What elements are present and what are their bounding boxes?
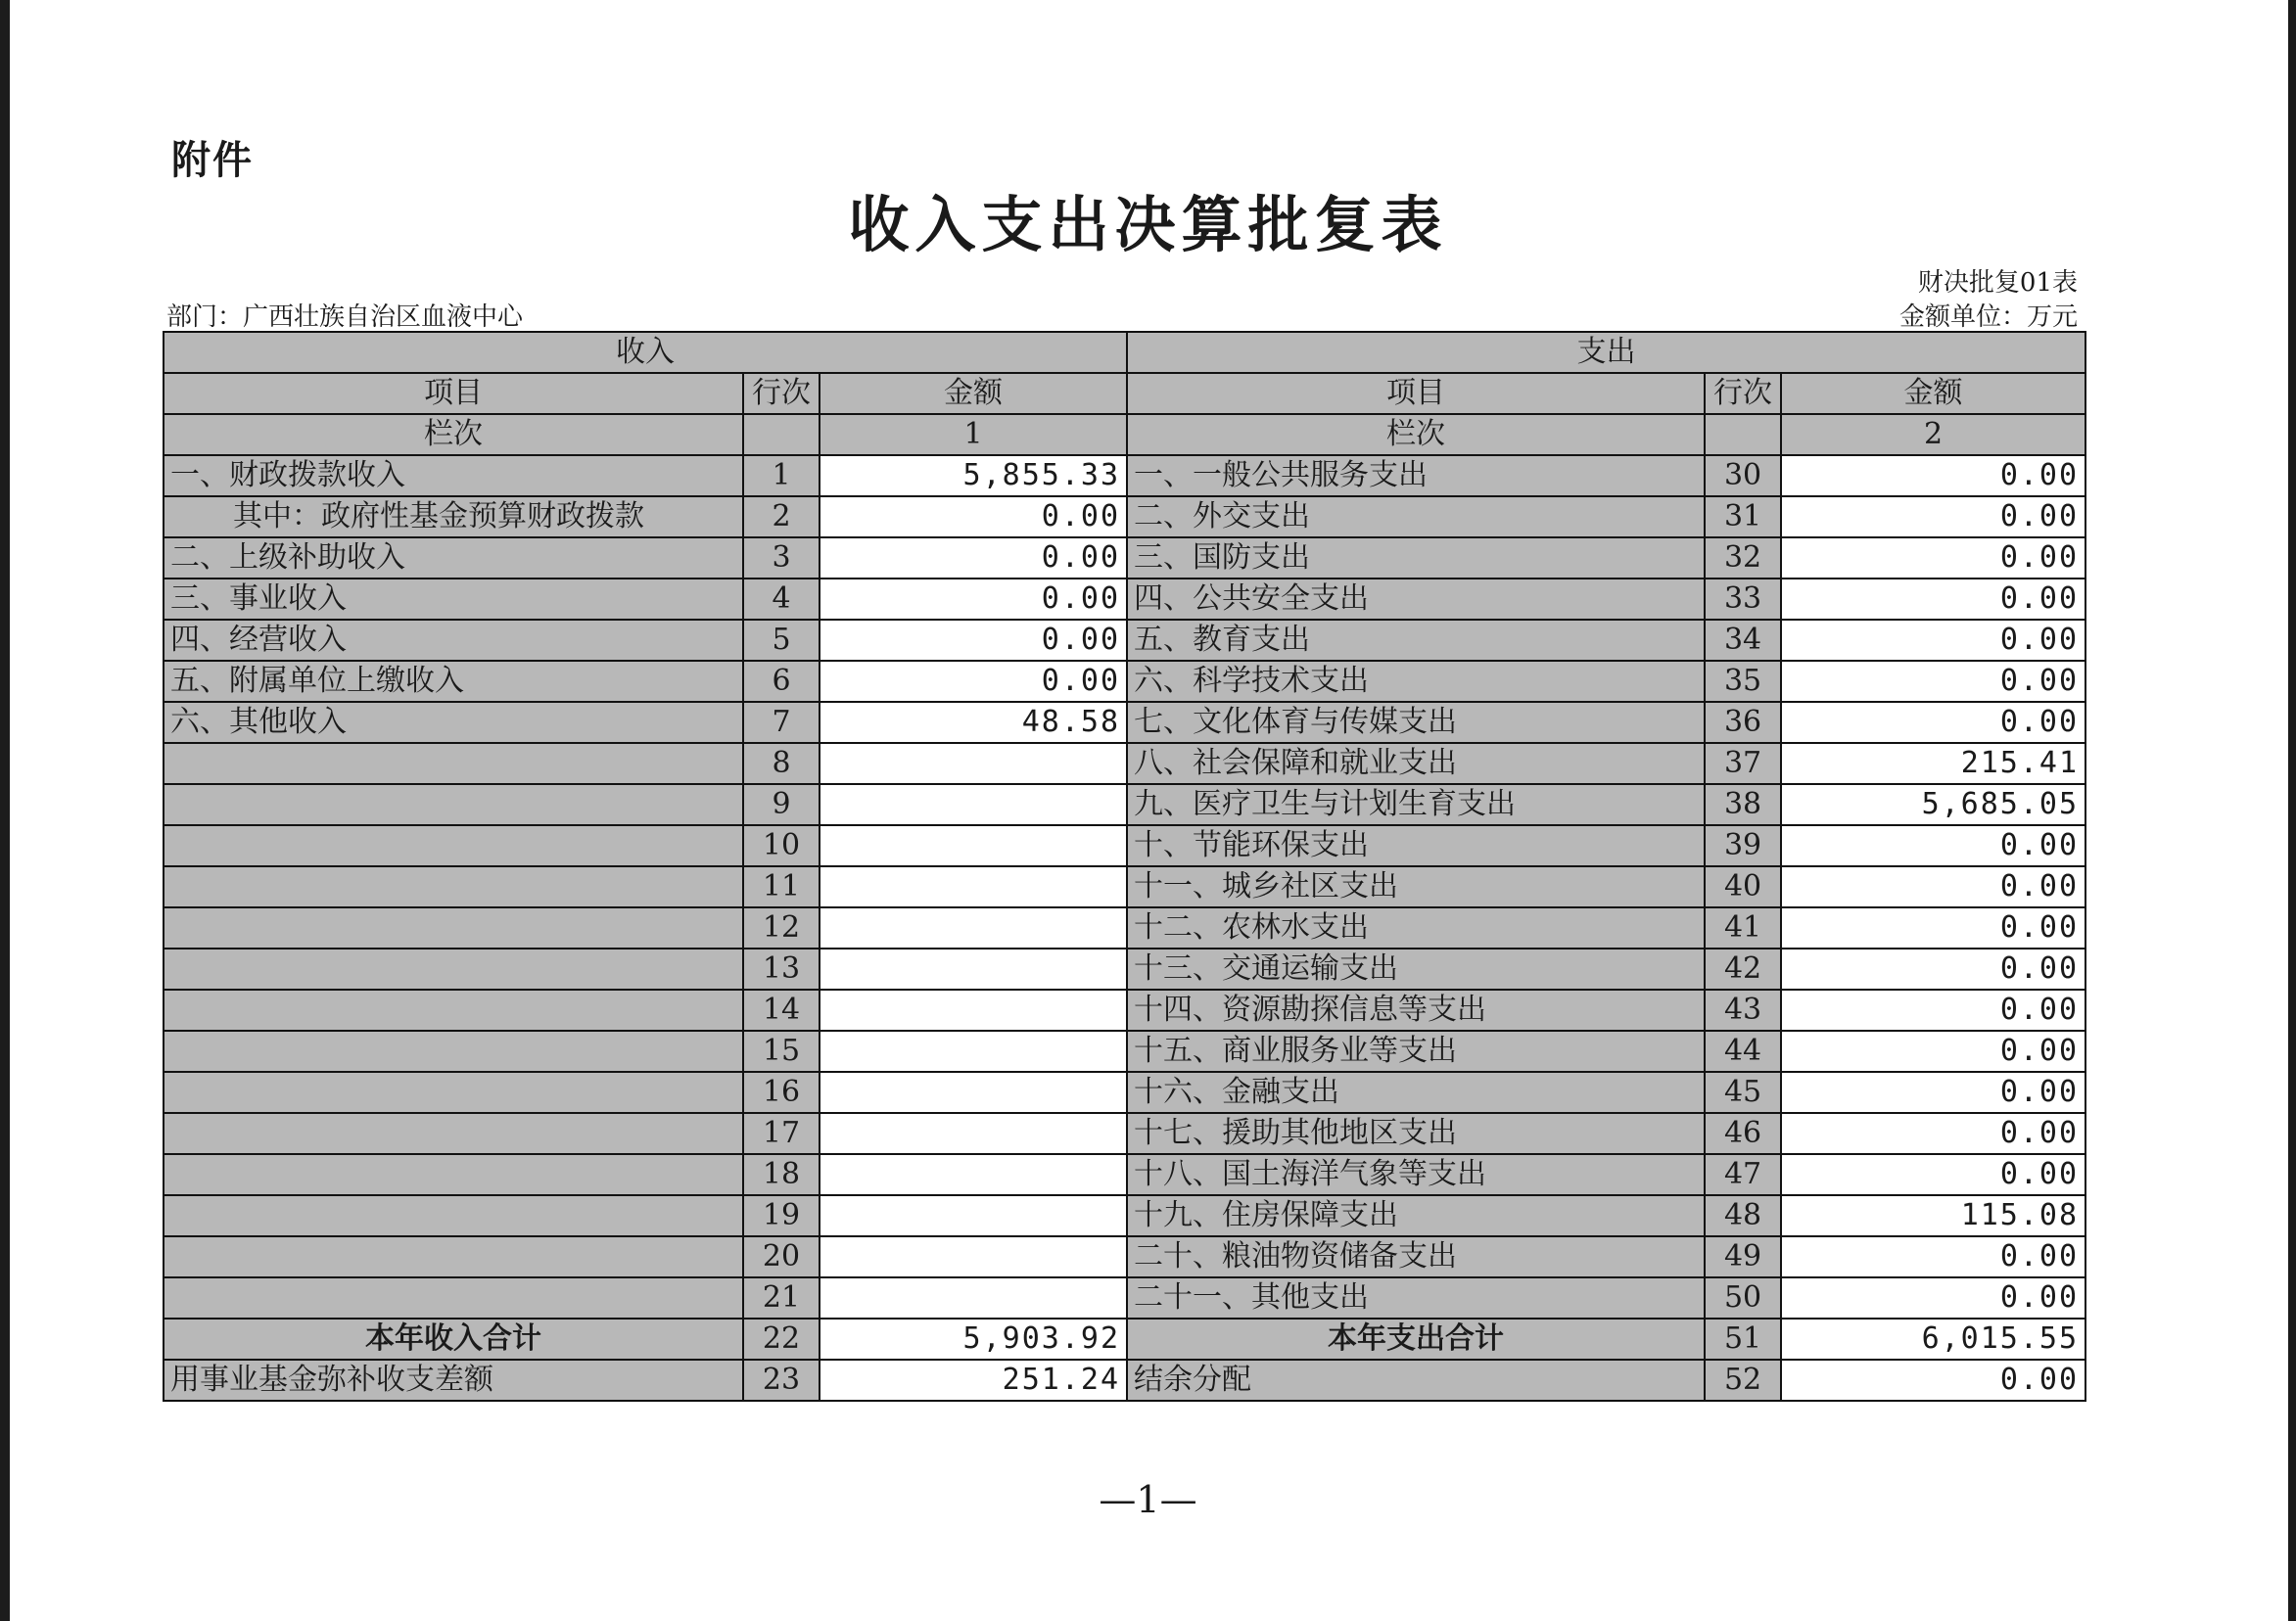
table-row [164,1113,2085,1154]
income-amount-cell [820,990,1127,1031]
income-amount-cell: 0.00 [820,496,1127,537]
amount-unit: 金额单位：万元 [1898,302,2078,332]
income-amount-cell [820,784,1127,825]
expense-amount-cell: 6,015.55 [1781,1319,2085,1360]
income-item-cell [164,1277,743,1319]
income-amount-cell [820,1195,1127,1236]
expense-amount-cell: 0.00 [1781,1360,2085,1401]
expense-rowno-cell: 31 [1705,496,1781,537]
income-amount-cell: 5,855.33 [820,455,1127,496]
income-amount-cell: 48.58 [820,702,1127,743]
table-row [164,1154,2085,1195]
income-amount-cell [820,743,1127,784]
income-column-empty [743,414,820,455]
expense-item-cell: 二、外交支出 [1127,496,1705,537]
income-column-label: 栏次 [164,414,743,455]
expense-item-cell: 十、节能环保支出 [1127,825,1705,866]
expense-rowno-cell: 51 [1705,1319,1781,1360]
table-row [164,784,2085,825]
income-rowno-cell: 2 [743,496,820,537]
income-rowno-cell: 14 [743,990,820,1031]
income-amount-cell [820,949,1127,990]
income-amount-cell: 0.00 [820,620,1127,661]
income-item-cell [164,949,743,990]
expense-item-cell: 十八、国土海洋气象等支出 [1127,1154,1705,1195]
income-rowno-cell: 18 [743,1154,820,1195]
expense-item-cell: 十三、交通运输支出 [1127,949,1705,990]
expense-amount-cell: 0.00 [1781,579,2085,620]
expense-item-header: 项目 [1127,373,1705,414]
expense-rowno-cell: 34 [1705,620,1781,661]
income-item-cell: 六、其他收入 [164,702,743,743]
income-rowno-cell: 4 [743,579,820,620]
expense-rowno-cell: 30 [1705,455,1781,496]
table-row [164,1195,2085,1236]
expense-rowno-cell: 46 [1705,1113,1781,1154]
expense-amount-cell: 115.08 [1781,1195,2085,1236]
table-row [164,825,2085,866]
income-item-cell [164,784,743,825]
income-rowno-cell: 22 [743,1319,820,1360]
income-item-cell [164,866,743,907]
header-row-sections [164,332,2085,373]
expense-item-cell: 十五、商业服务业等支出 [1127,1031,1705,1072]
income-rowno-cell: 17 [743,1113,820,1154]
expense-rowno-cell: 43 [1705,990,1781,1031]
income-item-cell [164,1154,743,1195]
expense-amount-cell: 0.00 [1781,455,2085,496]
income-rowno-cell: 10 [743,825,820,866]
income-amount-cell: 0.00 [820,537,1127,579]
expense-rowno-cell: 38 [1705,784,1781,825]
expense-rowno-cell: 45 [1705,1072,1781,1113]
table-row [164,455,2085,496]
expense-amount-cell: 0.00 [1781,825,2085,866]
department-label: 部门：广西壮族自治区血液中心 [166,302,524,332]
table-row [164,1277,2085,1319]
expense-rowno-cell: 52 [1705,1360,1781,1401]
expense-amount-cell: 215.41 [1781,743,2085,784]
table-row [164,579,2085,620]
income-rowno-cell: 16 [743,1072,820,1113]
income-amount-cell [820,1277,1127,1319]
expense-rowno-cell: 32 [1705,537,1781,579]
expense-rowno-cell: 41 [1705,907,1781,949]
expense-amount-cell: 0.00 [1781,1031,2085,1072]
income-section-header: 收入 [164,332,1127,373]
income-rowno-cell: 7 [743,702,820,743]
income-rowno-cell: 11 [743,866,820,907]
expense-amount-cell: 0.00 [1781,1277,2085,1319]
income-column-number: 1 [820,414,1127,455]
expense-amount-cell: 0.00 [1781,496,2085,537]
expense-item-cell: 五、教育支出 [1127,620,1705,661]
expense-rowno-cell: 39 [1705,825,1781,866]
income-amount-cell: 0.00 [820,579,1127,620]
expense-rowno-cell: 44 [1705,1031,1781,1072]
table-row [164,1236,2085,1277]
expense-rowno-cell: 48 [1705,1195,1781,1236]
income-rowno-cell: 15 [743,1031,820,1072]
expense-rowno-header: 行次 [1705,373,1781,414]
expense-amount-cell: 0.00 [1781,1236,2085,1277]
income-amount-cell [820,1154,1127,1195]
table-row [164,907,2085,949]
expense-item-cell: 六、科学技术支出 [1127,661,1705,702]
expense-column-empty [1705,414,1781,455]
table-row [164,537,2085,579]
attachment-label: 附件 [171,138,254,183]
expense-item-cell: 一、一般公共服务支出 [1127,455,1705,496]
income-item-cell: 五、附属单位上缴收入 [164,661,743,702]
income-amount-cell: 251.24 [820,1360,1127,1401]
income-amount-header: 金额 [820,373,1127,414]
table-row [164,702,2085,743]
expense-amount-cell: 5,685.05 [1781,784,2085,825]
expense-amount-header: 金额 [1781,373,2085,414]
expense-item-cell: 本年支出合计 [1127,1319,1705,1360]
expense-rowno-cell: 37 [1705,743,1781,784]
table-row [164,661,2085,702]
expense-item-cell: 十七、援助其他地区支出 [1127,1113,1705,1154]
expense-item-cell: 三、国防支出 [1127,537,1705,579]
income-item-cell [164,1072,743,1113]
expense-rowno-cell: 47 [1705,1154,1781,1195]
income-rowno-cell: 3 [743,537,820,579]
expense-amount-cell: 0.00 [1781,907,2085,949]
income-item-cell: 一、财政拨款收入 [164,455,743,496]
income-item-cell: 二、上级补助收入 [164,537,743,579]
income-amount-cell: 0.00 [820,661,1127,702]
page-number: —1— [1099,1478,1197,1521]
expense-amount-cell: 0.00 [1781,1072,2085,1113]
income-item-cell: 本年收入合计 [164,1319,743,1360]
expense-rowno-cell: 35 [1705,661,1781,702]
expense-item-cell: 二十、粮油物资储备支出 [1127,1236,1705,1277]
expense-amount-cell: 0.00 [1781,1113,2085,1154]
income-rowno-cell: 19 [743,1195,820,1236]
form-code: 财决批复01表 [1917,268,2078,298]
header-row-column-numbers [164,414,2085,455]
expense-column-label: 栏次 [1127,414,1705,455]
expense-amount-cell: 0.00 [1781,537,2085,579]
expense-amount-cell: 0.00 [1781,1154,2085,1195]
income-amount-cell [820,1072,1127,1113]
expense-item-cell: 结余分配 [1127,1360,1705,1401]
income-rowno-cell: 8 [743,743,820,784]
table-row [164,1072,2085,1113]
expense-item-cell: 十九、住房保障支出 [1127,1195,1705,1236]
expense-item-cell: 八、社会保障和就业支出 [1127,743,1705,784]
expense-rowno-cell: 40 [1705,866,1781,907]
expense-amount-cell: 0.00 [1781,702,2085,743]
table-row [164,620,2085,661]
budget-table [163,331,2086,1402]
expense-item-cell: 四、公共安全支出 [1127,579,1705,620]
income-item-cell: 用事业基金弥补收支差额 [164,1360,743,1401]
income-rowno-cell: 1 [743,455,820,496]
expense-item-cell: 十二、农林水支出 [1127,907,1705,949]
expense-item-cell: 九、医疗卫生与计划生育支出 [1127,784,1705,825]
income-rowno-cell: 23 [743,1360,820,1401]
income-rowno-cell: 20 [743,1236,820,1277]
income-item-cell [164,1113,743,1154]
income-amount-cell [820,866,1127,907]
income-rowno-cell: 9 [743,784,820,825]
table-row [164,496,2085,537]
income-rowno-cell: 6 [743,661,820,702]
income-rowno-header: 行次 [743,373,820,414]
expense-amount-cell: 0.00 [1781,620,2085,661]
table-row [164,1031,2085,1072]
income-item-cell [164,1031,743,1072]
income-item-cell [164,1236,743,1277]
expense-item-cell: 二十一、其他支出 [1127,1277,1705,1319]
income-amount-cell [820,825,1127,866]
income-amount-cell [820,1236,1127,1277]
expense-rowno-cell: 36 [1705,702,1781,743]
income-amount-cell [820,907,1127,949]
income-item-header: 项目 [164,373,743,414]
income-amount-cell [820,1113,1127,1154]
income-rowno-cell: 21 [743,1277,820,1319]
income-item-cell [164,1195,743,1236]
expense-amount-cell: 0.00 [1781,949,2085,990]
total-row [164,1319,2085,1360]
expense-rowno-cell: 42 [1705,949,1781,990]
expense-rowno-cell: 50 [1705,1277,1781,1319]
expense-rowno-cell: 33 [1705,579,1781,620]
income-item-cell: 三、事业收入 [164,579,743,620]
income-rowno-cell: 5 [743,620,820,661]
table-row [164,1360,2085,1401]
expense-section-header: 支出 [1127,332,2085,373]
income-item-cell: 其中：政府性基金预算财政拨款 [164,496,743,537]
page-title: 收入支出决算批复表 [848,189,1448,260]
expense-item-cell: 七、文化体育与传媒支出 [1127,702,1705,743]
income-item-cell [164,743,743,784]
table-row [164,990,2085,1031]
table-row [164,949,2085,990]
income-item-cell: 四、经营收入 [164,620,743,661]
expense-item-cell: 十四、资源勘探信息等支出 [1127,990,1705,1031]
income-rowno-cell: 13 [743,949,820,990]
expense-column-number: 2 [1781,414,2085,455]
income-rowno-cell: 12 [743,907,820,949]
header-row-columns [164,373,2085,414]
expense-item-cell: 十六、金融支出 [1127,1072,1705,1113]
income-amount-cell [820,1031,1127,1072]
income-item-cell [164,990,743,1031]
income-amount-cell: 5,903.92 [820,1319,1127,1360]
income-item-cell [164,907,743,949]
expense-item-cell: 十一、城乡社区支出 [1127,866,1705,907]
expense-amount-cell: 0.00 [1781,990,2085,1031]
expense-amount-cell: 0.00 [1781,661,2085,702]
table-row [164,743,2085,784]
table-row [164,866,2085,907]
expense-amount-cell: 0.00 [1781,866,2085,907]
expense-rowno-cell: 49 [1705,1236,1781,1277]
income-item-cell [164,825,743,866]
